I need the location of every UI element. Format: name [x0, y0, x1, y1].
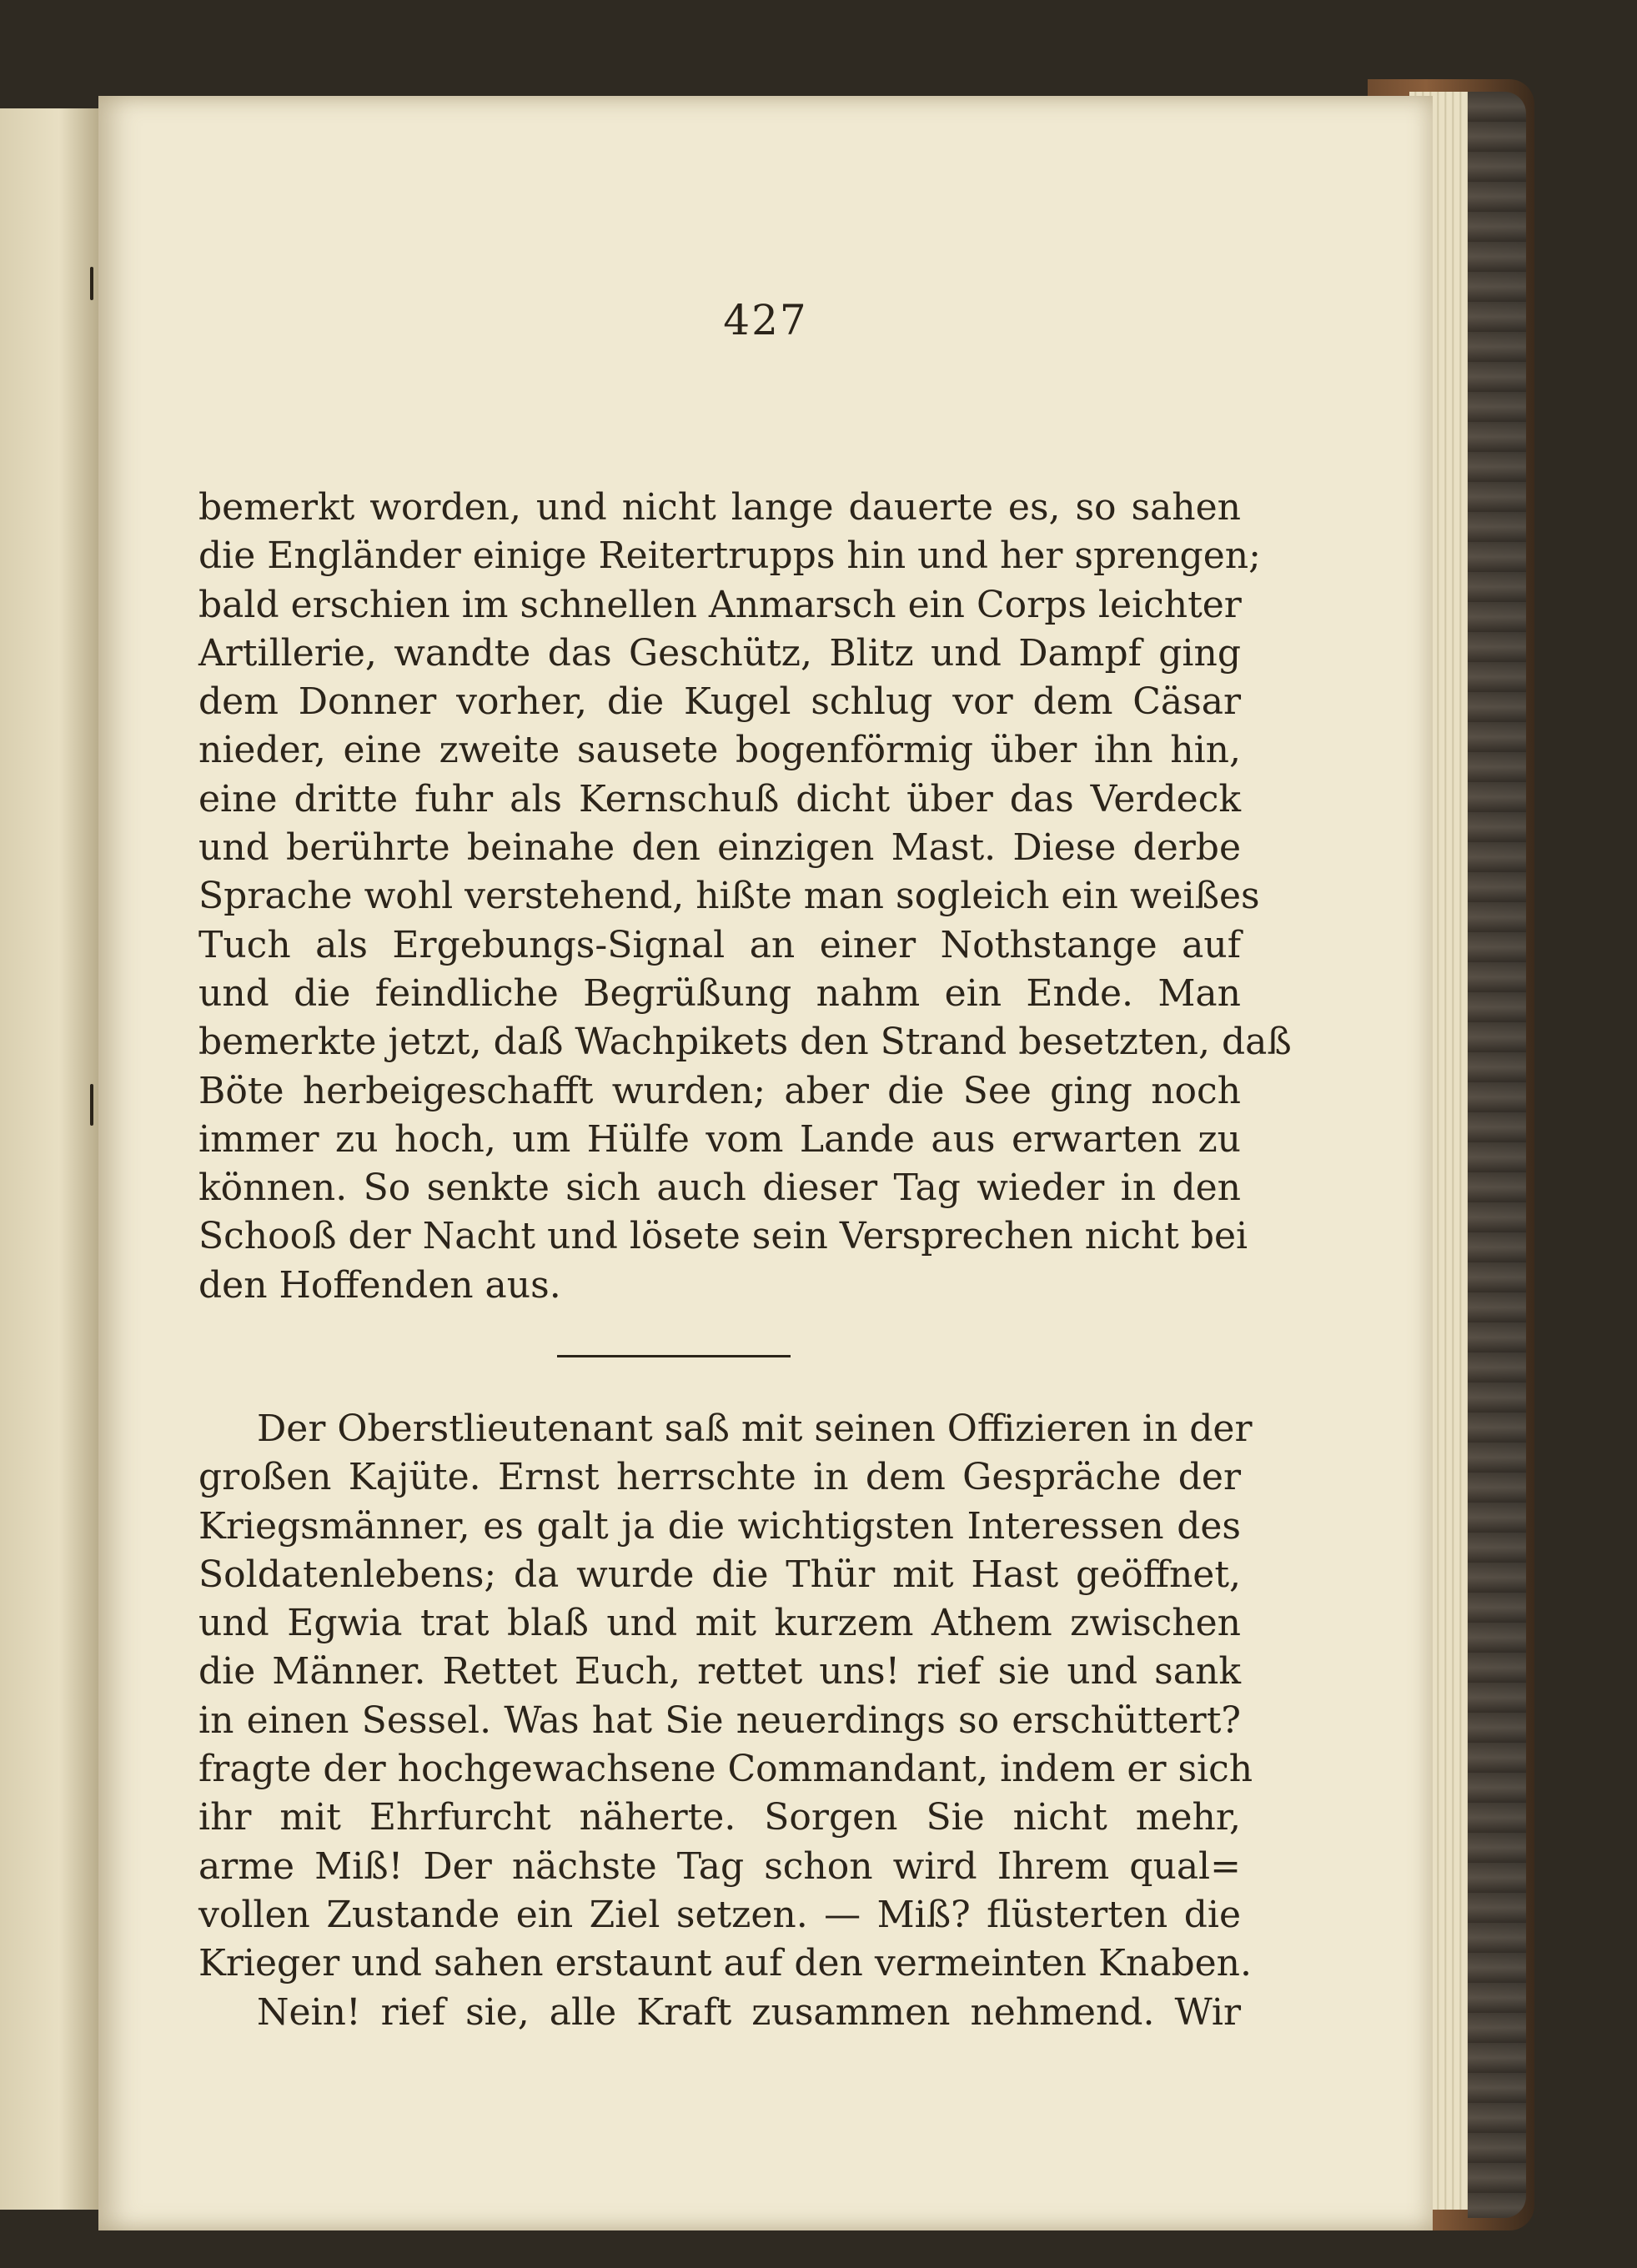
text-line: Der Oberstlieutenant saß mit seinen Offizieren in der	[257, 1407, 1253, 1450]
text-line: ihr mit Ehrfurcht näherte. Sorgen Sie nicht mehr,	[198, 1796, 1241, 1839]
text-line: eine dritte fuhr als Kernschuß dicht über das Verdeck	[198, 777, 1241, 820]
paragraph-1	[198, 484, 1292, 1310]
section-divider	[557, 1355, 791, 1357]
text-line: Artillerie, wandte das Geschütz, Blitz und Dampf ging	[198, 631, 1241, 675]
text-line: großen Kajüte. Ernst herrschte in dem Gespräche der	[198, 1456, 1241, 1499]
text-line: Sprache wohl verstehend, hißte man sogleich ein weißes	[198, 875, 1260, 918]
text-line: nieder, eine zweite sausete bogenförmig über ihn hin,	[198, 729, 1241, 772]
text-line: bemerkt worden, und nicht lange dauerte es, so sahen	[198, 486, 1241, 529]
text-line: bald erschien im schnellen Anmarsch ein Corps leichter	[198, 583, 1242, 626]
cover-spine-edge	[1468, 92, 1526, 2218]
text-line: immer zu hoch, um Hülfe vom Lande aus erwarten zu	[198, 1117, 1241, 1161]
text-line: und die feindliche Begrüßung nahm ein Ende. Man	[198, 971, 1241, 1015]
text-line: Soldatenlebens; da wurde die Thür mit Hast geöffnet,	[198, 1553, 1241, 1596]
text-line: fragte der hochgewachsene Commandant, indem er sich	[198, 1748, 1253, 1791]
text-line: den Hoffenden aus.	[198, 1263, 561, 1307]
gutter-mark	[90, 1084, 93, 1126]
paragraph-2	[198, 1405, 1253, 2037]
text-line: dem Donner vorher, die Kugel schlug vor dem Cäsar	[198, 680, 1241, 724]
text-line: in einen Sessel. Was hat Sie neuerdings so erschüttert?	[198, 1698, 1241, 1742]
text-line: vollen Zustande ein Ziel setzen. — Miß? flüsterten die	[198, 1893, 1241, 1936]
text-line: Kriegsmänner, es galt ja die wichtigsten Interessen des	[198, 1504, 1241, 1548]
text-line: und Egwia trat blaß und mit kurzem Athem zwischen	[198, 1602, 1241, 1645]
gutter-mark	[90, 267, 93, 300]
text-line: Tuch als Ergebungs-Signal an einer Nothstange auf	[198, 923, 1241, 966]
text-line: die Männer. Rettet Euch, rettet uns! rief sie und sank	[198, 1650, 1241, 1693]
text-line: Nein! rief sie, alle Kraft zusammen nehmend. Wir	[257, 1990, 1241, 2034]
text-line: und berührte beinahe den einzigen Mast. Diese derbe	[198, 826, 1241, 870]
text-line: bemerkte jetzt, daß Wachpikets den Strand besetzten, daß	[198, 1021, 1292, 1064]
left-page-edge	[0, 108, 98, 2210]
text-line: Krieger und sahen erstaunt auf den vermeinten Knaben.	[198, 1942, 1252, 1985]
text-line: die Engländer einige Reitertrupps hin und her sprengen;	[198, 534, 1261, 578]
text-line: Böte herbeigeschafft wurden; aber die See ging noch	[198, 1069, 1241, 1112]
book-page	[98, 96, 1433, 2230]
text-line: können. So senkte sich auch dieser Tag wieder in den	[198, 1167, 1241, 1210]
text-line: Schooß der Nacht und lösete sein Versprechen nicht bei	[198, 1215, 1248, 1258]
page-number: 427	[723, 296, 808, 344]
text-line: arme Miß! Der nächste Tag schon wird Ihrem qual=	[198, 1844, 1241, 1888]
